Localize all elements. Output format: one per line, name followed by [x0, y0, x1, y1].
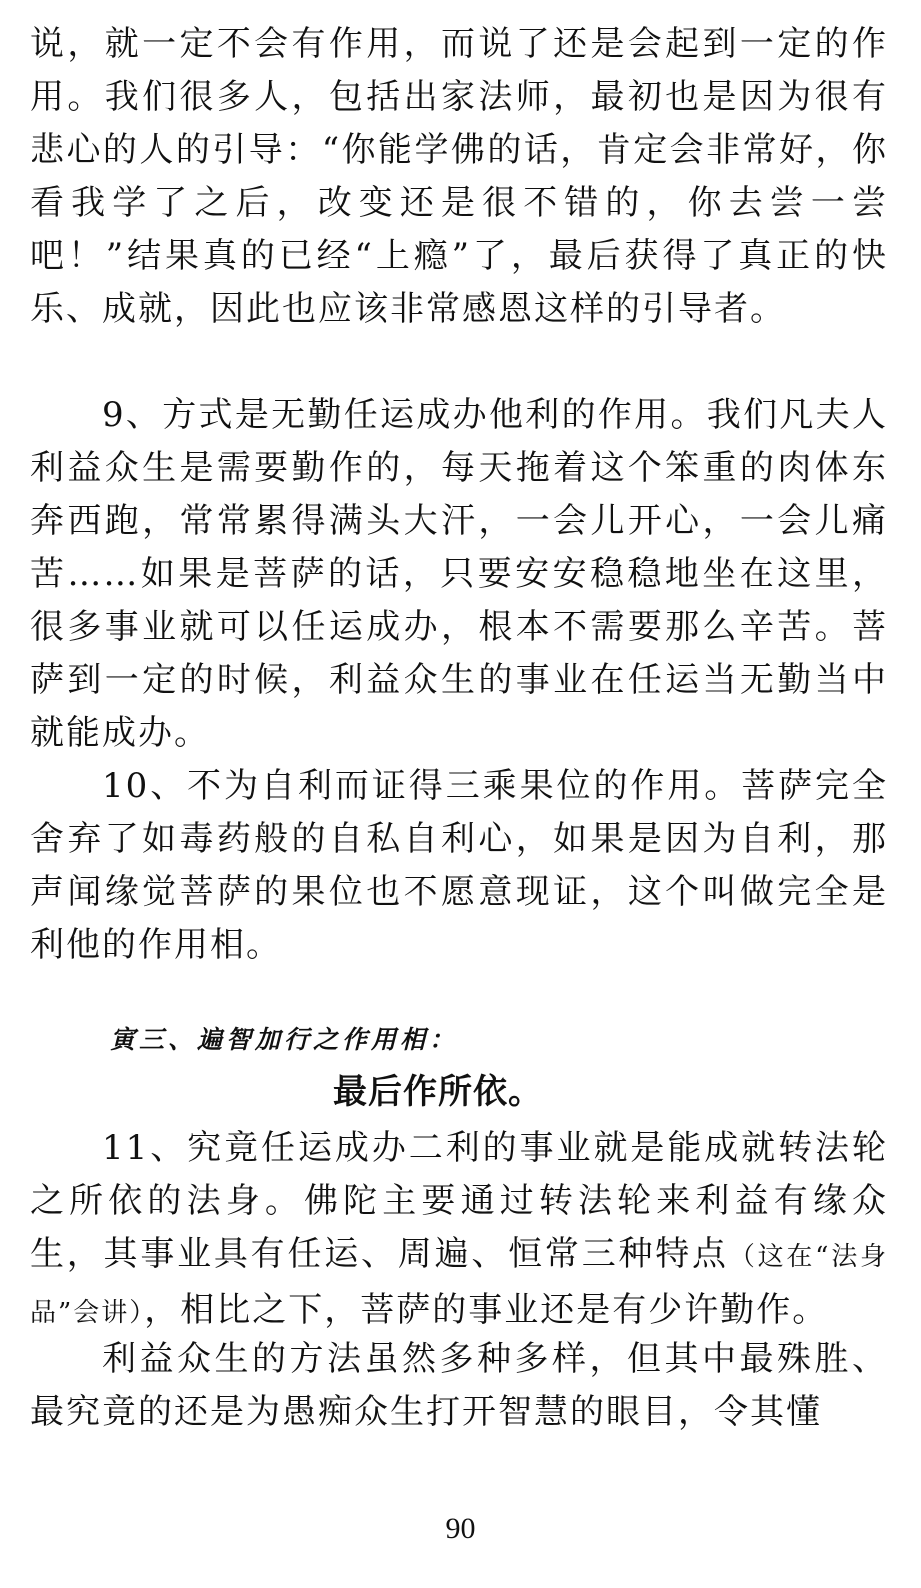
- page-number: 90: [445, 1512, 476, 1545]
- verse-heading: 最后作所依。: [333, 1072, 543, 1112]
- paragraph-1: 说，就一定不会有作用，而说了还是会起到一定的作用。我们很多人，包括出家法师，最初也是因为很有悲心的人的引导：“你能学佛的话，肯定会非常好，你看我学了之后，改变还是很不错的，你去尝一尝吧！”结果真的已经“上瘾”了，最后获得了真正的快乐、成就，因此也应该非常感恩这样的引导者。: [30, 24, 888, 329]
- paragraph-2-point-9: 9、方式是无勤任运成办他利的作用。我们凡夫人利益众生是需要勤作的，每天拖着这个笨重的肉体东奔西跑，常常累得满头大汗，一会儿开心，一会儿痛苦……如果是菩萨的话，只要安安稳稳地坐在这里，很多事业就可以任运成办，根本不需要那么辛苦。菩萨到一定的时候，利益众生的事业在任运当无勤当中就能成办。: [30, 395, 888, 753]
- paragraph-4-note: （这在“法身品”会讲）: [30, 1242, 889, 1328]
- paragraph-5: 利益众生的方法虽然多种多样，但其中最殊胜、最究竟的还是为愚痴众生打开智慧的眼目，令其懂: [30, 1339, 888, 1432]
- paragraph-4-point-11: [30, 1122, 888, 1340]
- paragraph-4-main-text: 11、究竟任运成办二利的事业就是能成就转法轮之所依的法身。佛陀主要通过转法轮来利益有缘众生，其事业具有任运、周遍、恒常三种特点: [30, 1128, 888, 1274]
- paragraph-4-tail-text: ，相比之下，菩萨的事业还是有少许勤作。: [144, 1290, 829, 1330]
- paragraph-3-point-10: 10、不为自利而证得三乘果位的作用。菩萨完全舍弃了如毒药般的自私自利心，如果是因为自利，那声闻缘觉菩萨的果位也不愿意现证，这个叫做完全是利他的作用相。: [30, 766, 888, 965]
- section-heading: 寅三、遍智加行之作用相：: [110, 1025, 459, 1054]
